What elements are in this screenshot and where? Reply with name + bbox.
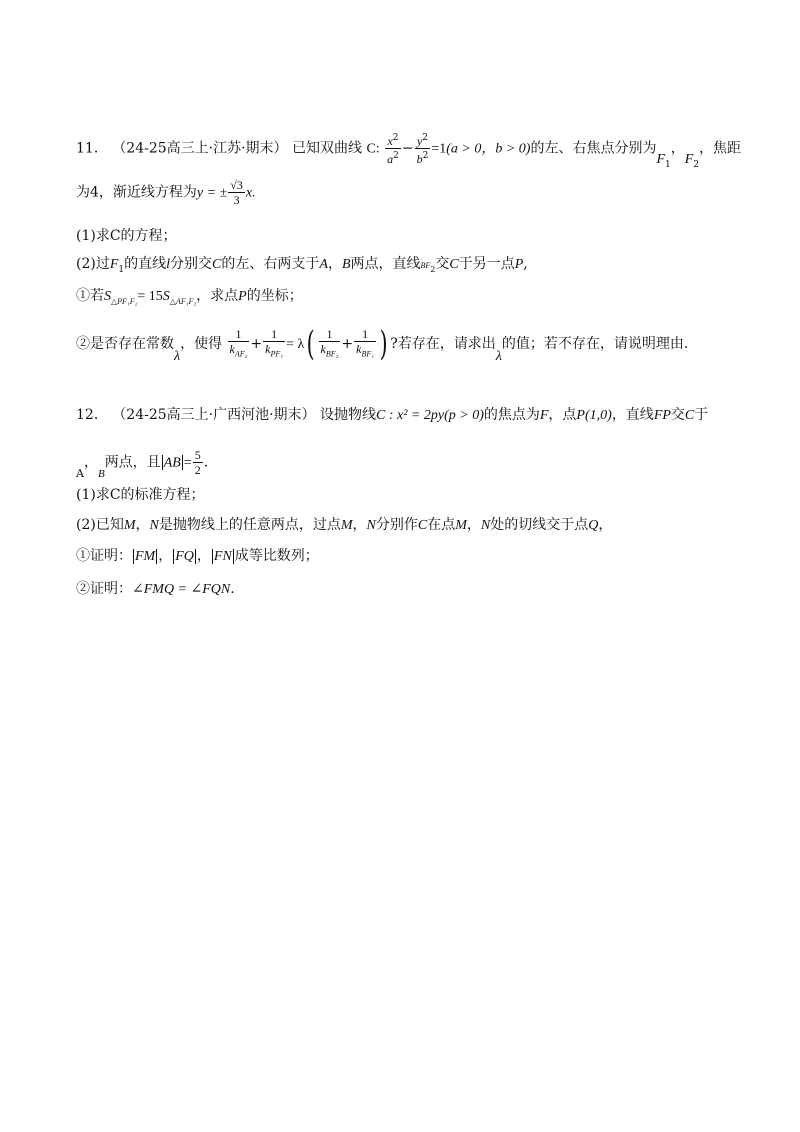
p11-q2-end: , xyxy=(523,256,528,272)
p11-q2-bf2: BF xyxy=(420,261,431,270)
p12-point-b: B xyxy=(97,467,105,480)
p11-s2-frac3: $\frac{1}{k_{BF_2}}$ xyxy=(320,327,339,359)
p11-q2-d: 的左、右两支于 xyxy=(221,256,320,272)
p11-s1-a: ①若 xyxy=(76,288,104,304)
p11-s2-lparen: ( xyxy=(306,324,315,365)
p12-s2-a: ②证明： xyxy=(76,581,132,597)
p11-q2-point-a: A xyxy=(319,257,328,272)
p11-line2 xyxy=(76,178,256,207)
p11-s2-one-1: 1 xyxy=(228,327,250,342)
p11-s2-k-pf1: PF₁ xyxy=(270,349,284,359)
p12-s2-eq: ∠FMQ = ∠FQN xyxy=(132,582,231,597)
p11-s2-k-bf1: BF₁ xyxy=(361,349,375,359)
p12-q2-d: 在点 xyxy=(427,517,456,533)
p11-f2: F xyxy=(684,151,694,167)
p11-line2-a: 为4，渐近线方程为 xyxy=(76,184,197,201)
p11-sub1: ①若$S_{\triangle PF_1F_2}= 15S_{\triangle AF_1F_2}$，求点P的坐标； xyxy=(76,288,303,306)
p11-cond: (a > 0，b > 0) xyxy=(446,141,531,157)
p12-focus-f: F xyxy=(539,408,549,423)
p11-curve-name: C xyxy=(366,141,376,157)
p11-source: （24-25高三上·江苏·期末） xyxy=(112,140,288,157)
p11-asym-lhs: y = ± xyxy=(196,185,228,201)
p11-s2-frac4: $\frac{1}{k_{BF_1}}$ xyxy=(356,327,375,359)
p12-q2-e: 处的切线交于点 xyxy=(490,517,589,533)
p12-stem-a: 设抛物线 xyxy=(320,407,376,423)
p11-q2-c: 分别交 xyxy=(170,256,213,272)
p11-q2-e: ， xyxy=(327,256,342,272)
p12-curve-c: C xyxy=(684,408,695,423)
p11-x: x xyxy=(387,134,393,148)
p11-s2-frac1: $\frac{1}{k_{AF_2}}$ xyxy=(229,327,248,359)
p12-source: （24-25高三上·广西河池·期末） xyxy=(112,407,316,423)
p11-frac-x: $\frac{x^2}{a^2}$ xyxy=(387,133,399,166)
p11-s2-b: ，使得 xyxy=(180,336,223,353)
p11-s1-sub2: △AF₁F₂ xyxy=(169,296,197,306)
p12-sub1: ①证明： FM ， FQ ， FN 成等比数列； xyxy=(76,548,319,564)
p11-q2-b: 的直线 xyxy=(124,256,167,272)
p11-q2-point-b: B xyxy=(341,257,351,272)
p11-s2-plus1: + xyxy=(250,336,263,353)
p12-q2-b: 是抛物线上的任意两点，过点 xyxy=(158,517,341,533)
p12-fm: FM xyxy=(135,549,156,564)
p12-stem-d: ，直线 xyxy=(611,407,654,423)
p12-stem-e: 交 xyxy=(670,407,685,423)
p11-s2-a: ②是否存在常数 xyxy=(76,336,174,353)
p11-frac-y: $\frac{y^2}{b^2}$ xyxy=(416,133,429,166)
p11-s2-k-af2: AF₂ xyxy=(234,349,248,359)
p12-stem-f: 于 xyxy=(694,407,709,423)
p11-s2-lambda: λ xyxy=(174,349,181,365)
p11-s1-eq: = 15 xyxy=(137,289,163,304)
p11-s2-c: ?若存在，请求出 xyxy=(390,336,496,353)
p11-line1: 11． （24-25高三上·江苏·期末） 已知双曲线 C: $\frac{x^2}{a^2}$ − $\frac{y^2}{b^2}$ =1(a > 0，b > 0)的左、右焦点分别为$F_1$，$F_2$，焦距 xyxy=(76,133,742,170)
p11-asym-den: 3 xyxy=(233,193,240,207)
p12-ab-eq: = xyxy=(183,455,192,471)
p11-a: a xyxy=(387,152,394,166)
p12-ab-num: 5 xyxy=(194,448,201,462)
p12-number: 12． xyxy=(76,407,108,423)
p12-s1-a: ①证明： xyxy=(76,548,132,564)
p12-q1: (1)求C的标准方程； xyxy=(76,487,205,503)
p12-comma: ， xyxy=(83,454,98,471)
p11-y: y xyxy=(416,134,423,148)
p12-line2 xyxy=(76,448,209,480)
p12-line-fp: FP xyxy=(653,408,671,423)
p11-b: b xyxy=(416,152,423,166)
p11-s2-eq: = λ xyxy=(286,337,305,353)
p11-s2-lambda2: λ xyxy=(495,349,502,365)
p12-line1 xyxy=(76,405,708,426)
p12-ab: AB xyxy=(163,455,181,471)
p11-q2-g: 交 xyxy=(435,256,450,272)
p12-stem-c: ，点 xyxy=(548,407,577,423)
p11-s1-s: S xyxy=(104,289,111,304)
p12-sub2 xyxy=(76,579,235,600)
p11-s1-b: ，求点 xyxy=(196,288,239,304)
p12-point-a: A xyxy=(76,466,84,480)
p11-q2-a: (2)过 xyxy=(76,256,110,272)
p11-number: 11． xyxy=(76,140,108,157)
p12-fn: FN xyxy=(213,549,232,564)
p12-q2-a: (2)已知 xyxy=(76,517,124,533)
p11-s1-c: 的坐标； xyxy=(246,288,303,304)
p12-point-p: P(1,0) xyxy=(576,408,612,423)
p11-q2-l: l xyxy=(166,257,171,272)
p11-s2-d: 的值；若不存在，请说明理由. xyxy=(501,336,689,353)
p12-q2-c: 分别作 xyxy=(375,517,418,533)
p12-q2-end: ， xyxy=(598,517,613,533)
p11-stem-a: 已知双曲线 xyxy=(292,140,362,157)
p11-sub2: ②是否存在常数λ，使得 $\frac{1}{k_{AF_2}}$ + $\frac{1}{k_{PF_1}}$ = λ( $\frac{1}{k_{BF_2}}$ + $\frac{1}{k_{BF_1}}$ ) ?若存在，请求出λ的值；若不存在，请说明理由. xyxy=(76,327,688,361)
p12-eq: C : x² = 2py xyxy=(376,408,445,423)
p11-colon: : xyxy=(375,141,380,157)
p12-s2-end: . xyxy=(230,581,235,597)
p12-ab-den: 2 xyxy=(194,463,201,477)
p11-q2: (2)过$F_1$的直线l分别交C的左、右两支于A，B两点，直线$BF_2$交C于另一点P, xyxy=(76,256,528,275)
p12-s1-b: 成等比数列； xyxy=(234,548,319,564)
p11-q2-point-p: P xyxy=(514,257,524,272)
p11-stem-c: ，焦距 xyxy=(699,140,742,157)
p12-fq: FQ xyxy=(175,549,194,564)
p11-q2-h: 于另一点 xyxy=(458,256,515,272)
p12-q2: (2)已知M，N是抛物线上的任意两点，过点M，N分别作C在点M，N处的切线交于点Q， xyxy=(76,517,613,533)
p12-period: . xyxy=(203,454,209,471)
p11-rhs: =1 xyxy=(431,141,447,157)
p11-q2-f: 两点，直线 xyxy=(350,256,421,272)
p12-q2-q: Q xyxy=(588,518,599,533)
p11-asym-frac xyxy=(228,178,245,207)
p12-q2-m: M xyxy=(123,518,136,533)
p11-f1: F xyxy=(656,151,666,167)
p12-ab-frac xyxy=(193,448,203,477)
p11-s1-sub1: △PF₁F₂ xyxy=(111,296,138,306)
p11-asym-num: √3 xyxy=(230,178,243,192)
p12-q2-n: N xyxy=(149,518,159,533)
p11-stem-b: 的左、右焦点分别为 xyxy=(530,140,657,157)
p11-asym-x: x. xyxy=(245,185,256,201)
p11-q2-curve: C xyxy=(212,257,222,272)
p12-stem-b: 的焦点为 xyxy=(483,407,540,423)
p12-eq-cond: (p > 0) xyxy=(444,408,484,423)
p11-s2-rparen: ) xyxy=(379,324,388,365)
p11-s2-k-bf2: BF₂ xyxy=(325,349,339,359)
p12-line2-a: 两点，且 xyxy=(104,454,161,471)
p11-s2-frac2: $\frac{1}{k_{PF_1}}$ xyxy=(265,327,284,359)
p11-q1: (1)求C的方程； xyxy=(76,228,177,244)
